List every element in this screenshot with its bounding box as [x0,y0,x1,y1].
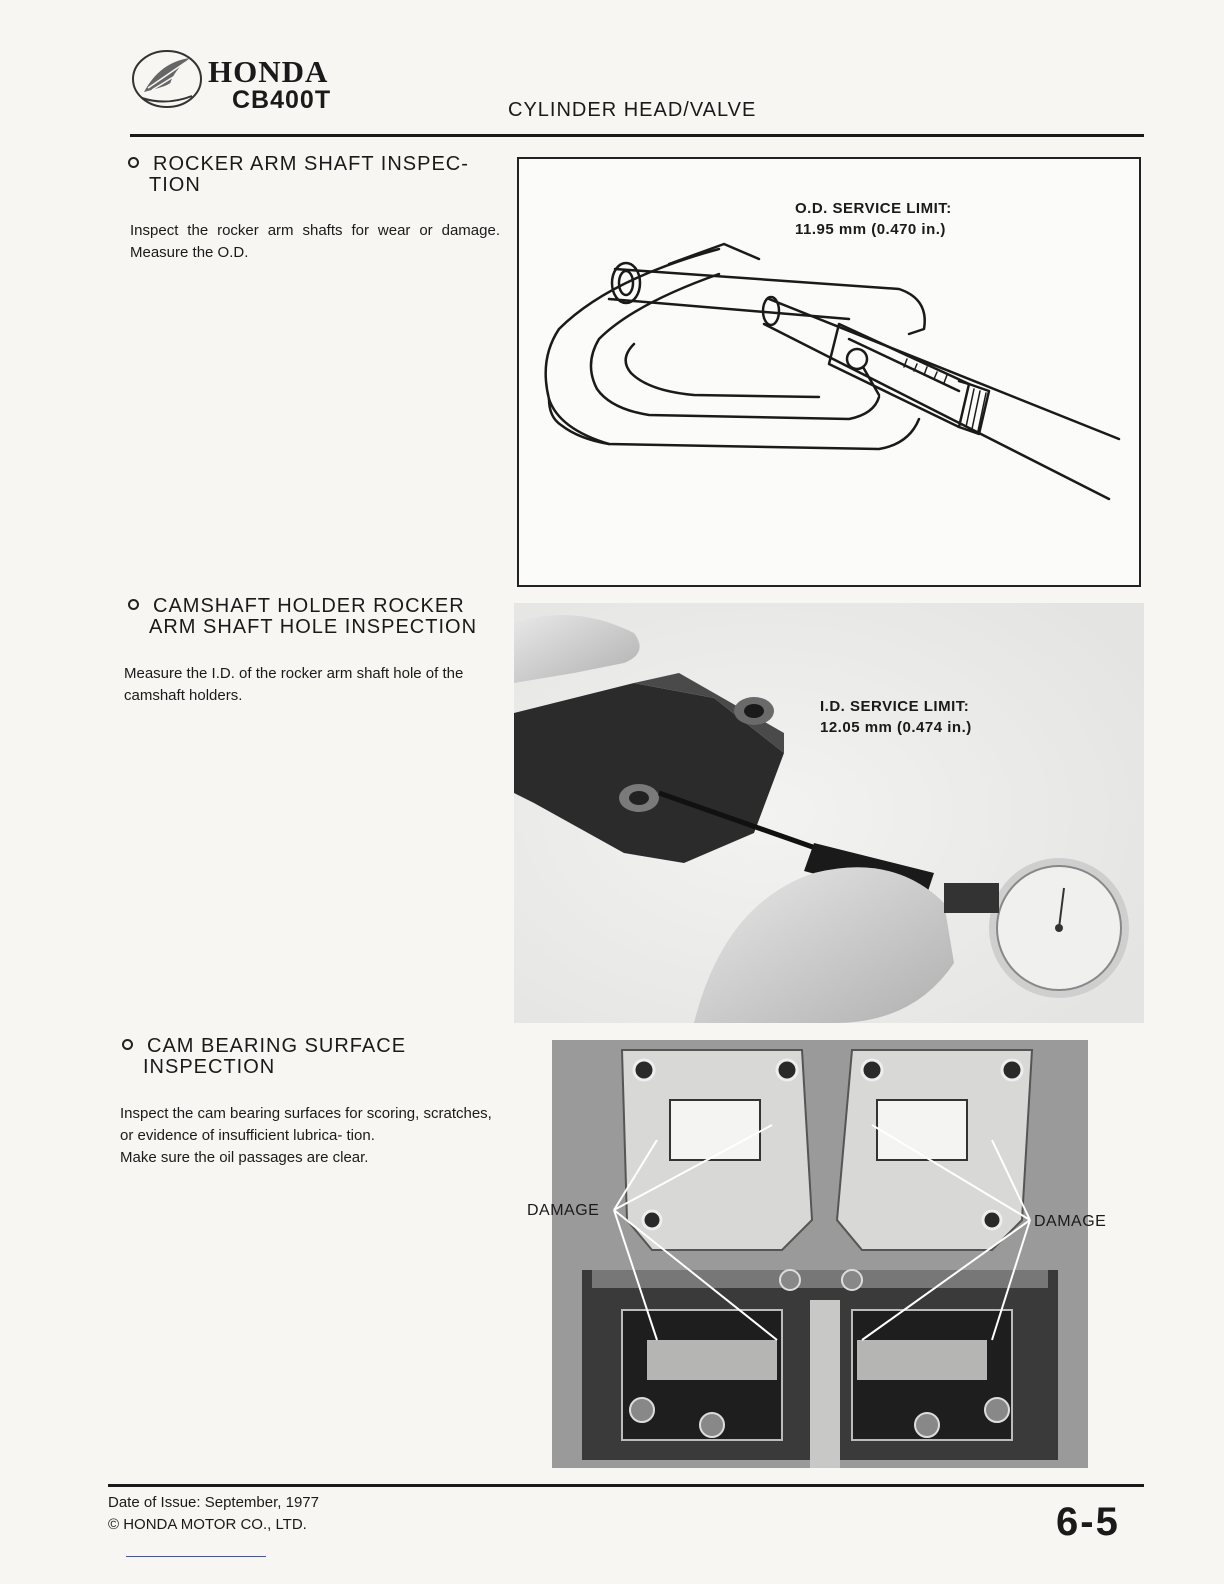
page-number: 6-5 [1056,1500,1120,1544]
damage-label-left: DAMAGE [527,1202,600,1219]
copyright: © HONDA MOTOR CO., LTD. [108,1516,307,1533]
bullet-icon [128,599,139,610]
id-service-limit-label: I.D. SERVICE LIMIT: 12.05 mm (0.474 in.) [820,698,972,736]
section-title: CYLINDER HEAD/VALVE [508,99,757,121]
bullet-icon [128,157,139,168]
cam-bearing-heading: CAM BEARING SURFACE INSPECTION [122,1036,500,1078]
honda-wing-logo [130,48,204,110]
damage-label-right: DAMAGE [1034,1213,1107,1230]
footer-divider [108,1484,1144,1487]
rocker-arm-shaft-heading: ROCKER ARM SHAFT INSPEC- TION [128,154,500,196]
camshaft-holder-heading: CAMSHAFT HOLDER ROCKER ARM SHAFT HOLE INSPECTION [128,596,500,638]
camshaft-holder-text: Measure the I.D. of the rocker arm shaft hole of the camshaft holders. [124,665,464,704]
bore-gauge-photo [514,603,1144,1023]
bullet-icon [122,1039,133,1050]
model-name: CB400T [232,86,332,114]
od-service-limit-label: O.D. SERVICE LIMIT: 11.95 mm (0.470 in.) [795,200,952,238]
cam-bearing-text: Inspect the cam bearing surfaces for scoring, scratches, or evidence of insufficient lubrica- tion. Make sure the oil passages are clear. [120,1105,492,1166]
rocker-arm-shaft-text: Inspect the rocker arm shafts for wear or damage. Measure the O.D. [130,222,500,261]
link-underline [126,1556,266,1557]
header-divider [130,134,1144,137]
cylinder-head-photo [552,1040,1088,1468]
brand-name: HONDA [208,54,329,89]
issue-date: Date of Issue: September, 1977 [108,1494,319,1511]
